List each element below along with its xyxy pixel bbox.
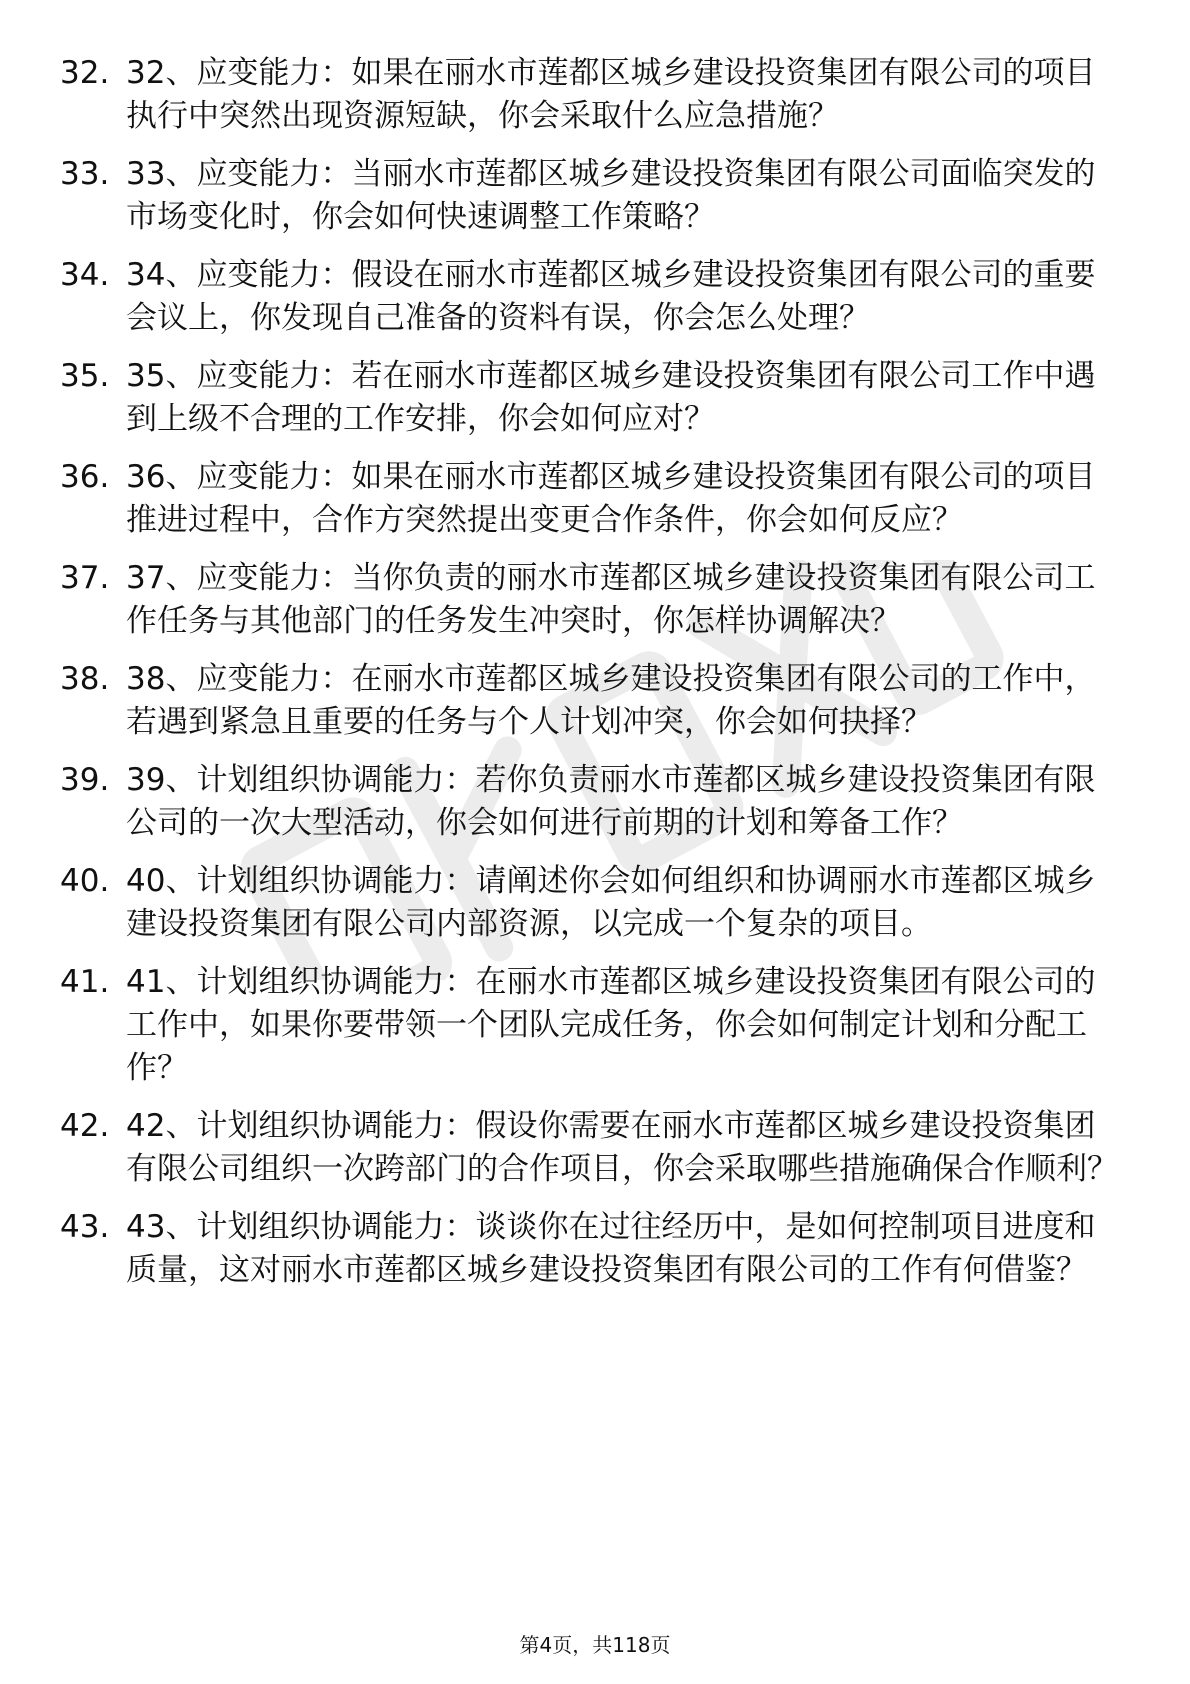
question-number: 37. (60, 560, 110, 596)
question-text: 35、应变能力：若在丽水市莲都区城乡建设投资集团有限公司工作中遇到上级不合理的工作安排，你会如何应对？ (126, 358, 1096, 437)
question-number: 33. (60, 156, 110, 192)
question-number: 34. (60, 257, 110, 293)
question-text: 34、应变能力：假设在丽水市莲都区城乡建设投资集团有限公司的重要会议上，你发现自己准备的资料有误，你会怎么处理？ (126, 257, 1096, 336)
page-footer (0, 1629, 1190, 1658)
question-text: 40、计划组织协调能力：请阐述你会如何组织和协调丽水市莲都区城乡建设投资集团有限公司内部资源，以完成一个复杂的项目。 (126, 863, 1096, 942)
list-item (60, 153, 1120, 239)
question-text: 38、应变能力：在丽水市莲都区城乡建设投资集团有限公司的工作中，若遇到紧急且重要的任务与个人计划冲突，你会如何抉择？ (126, 661, 1096, 740)
question-text: 42、计划组织协调能力：假设你需要在丽水市莲都区城乡建设投资集团有限公司组织一次跨部门的合作项目，你会采取哪些措施确保合作顺利？ (126, 1108, 1118, 1187)
page-number-label: 第4页，共118页 (519, 1633, 671, 1657)
question-number: 42. (60, 1108, 110, 1144)
list-item (60, 759, 1120, 845)
question-text: 41、计划组织协调能力：在丽水市莲都区城乡建设投资集团有限公司的工作中，如果你要带领一个团队完成任务，你会如何制定计划和分配工作？ (126, 964, 1096, 1086)
list-item (60, 961, 1120, 1090)
list-item (60, 1105, 1120, 1191)
question-text: 39、计划组织协调能力：若你负责丽水市莲都区城乡建设投资集团有限公司的一次大型活动，你会如何进行前期的计划和筹备工作？ (126, 762, 1096, 841)
list-item (60, 456, 1120, 542)
question-number: 32. (60, 55, 110, 91)
question-number: 39. (60, 762, 110, 798)
question-number: 40. (60, 863, 110, 899)
question-number: 43. (60, 1209, 110, 1245)
question-text: 32、应变能力：如果在丽水市莲都区城乡建设投资集团有限公司的项目执行中突然出现资源短缺，你会采取什么应急措施？ (126, 55, 1096, 134)
question-text: 36、应变能力：如果在丽水市莲都区城乡建设投资集团有限公司的项目推进过程中，合作方突然提出变更合作条件，你会如何反应？ (126, 459, 1096, 538)
question-number: 38. (60, 661, 110, 697)
list-item (60, 355, 1120, 441)
question-list (60, 52, 1120, 1307)
list-item (60, 52, 1120, 138)
question-number: 35. (60, 358, 110, 394)
question-text: 33、应变能力：当丽水市莲都区城乡建设投资集团有限公司面临突发的市场变化时，你会如何快速调整工作策略？ (126, 156, 1096, 235)
list-item (60, 1206, 1120, 1292)
list-item (60, 254, 1120, 340)
list-item (60, 860, 1120, 946)
question-text: 43、计划组织协调能力：谈谈你在过往经历中，是如何控制项目进度和质量，这对丽水市莲都区城乡建设投资集团有限公司的工作有何借鉴？ (126, 1209, 1096, 1288)
question-text: 37、应变能力：当你负责的丽水市莲都区城乡建设投资集团有限公司工作任务与其他部门的任务发生冲突时，你怎样协调解决？ (126, 560, 1096, 639)
question-number: 36. (60, 459, 110, 495)
list-item (60, 658, 1120, 744)
list-item (60, 557, 1120, 643)
question-number: 41. (60, 964, 110, 1000)
